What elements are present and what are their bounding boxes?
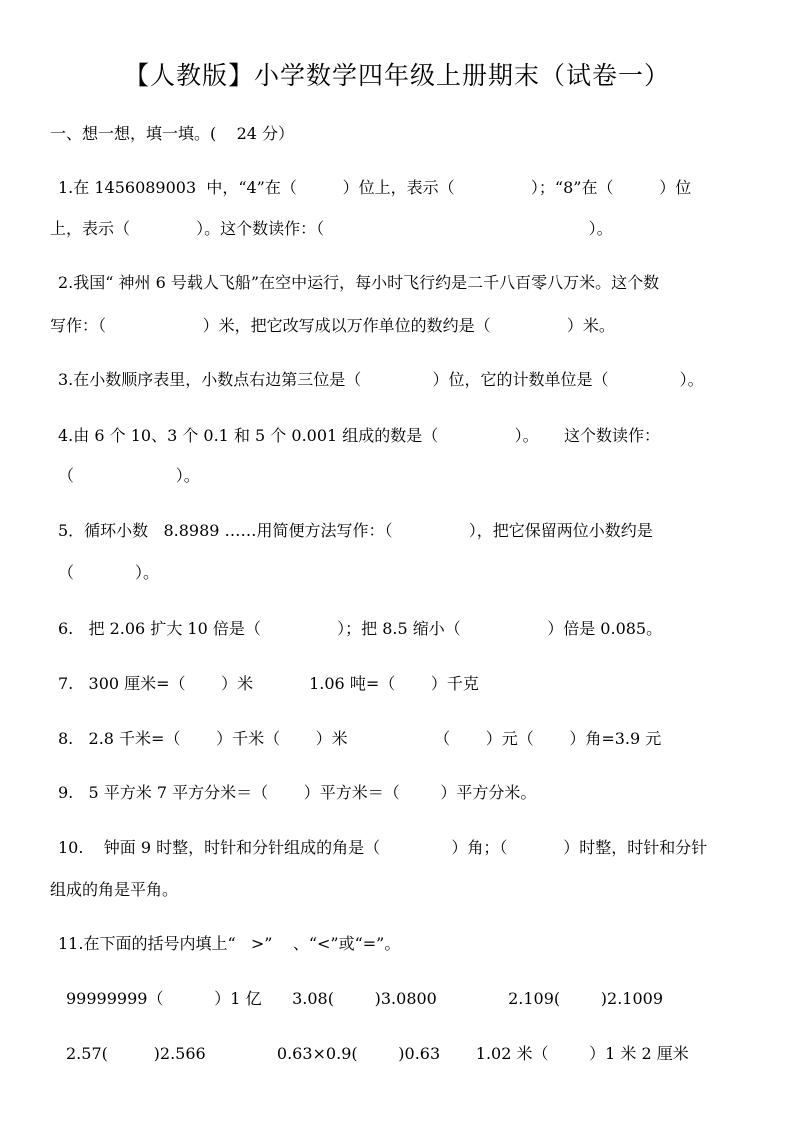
question-10-line-2: 组成的角是平角。 [50,880,179,899]
question-11: 11.在下面的括号内填上“ >” 、“<”或“=”。 [58,934,401,953]
question-5-line-2: （ ）。 [58,563,160,582]
question-10-line-1: 10. 钟面 9 时整，时针和分针组成的角是（ ）角；（ ）时整，时针和分针 [58,838,708,857]
question-11-row-2: 2.57( )2.566 0.63×0.9( )0.63 1.02 米（ ）1 米 2 厘米 [66,1044,689,1063]
question-4-line-2: （ ）。 [58,466,200,485]
question-4-line-1: 4.由 6 个 10、3 个 0.1 和 5 个 0.001 组成的数是（ ）。 这个数读作： [58,426,660,445]
question-9: 9. 5 平方米 7 平方分米＝（ ）平方米＝（ ）平方分米。 [58,783,537,802]
section-header: 一、想一想，填一填。( 24 分） [50,124,295,143]
question-3: 3.在小数顺序表里，小数点右边第三位是（ ）位，它的计数单位是（ ）。 [58,370,704,389]
question-1-line-1: 1.在 1456089003 中，“4”在（ ）位上，表示（ ）；“8”在（ ）位 [58,178,692,197]
question-5-line-1: 5．循环小数 8.8989 ……用简便方法写作：（ ），把它保留两位小数约是 [58,521,653,540]
question-2-line-2: 写作：（ ）米，把它改写成以万作单位的数约是（ ）米。 [50,316,615,335]
question-1-line-2: 上，表示（ ）。这个数读作：（ ）。 [50,219,613,238]
question-8: 8. 2.8 千米=（ ）千米（ ）米 （ ）元（ ）角=3.9 元 [58,729,662,748]
question-7: 7. 300 厘米=（ ）米 1.06 吨=（ ）千克 [58,674,479,693]
question-2-line-1: 2.我国“ 神州 6 号载人飞船”在空中运行，每小时飞行约是二千八百零八万米。这个数 [58,273,660,292]
question-6: 6. 把 2.06 扩大 10 倍是（ ）；把 8.5 缩小（ ）倍是 0.085。 [58,619,663,638]
question-11-row-1: 99999999（ ）1 亿 3.08( )3.0800 2.109( )2.1009 [66,989,664,1008]
page-title: 【人教版】小学数学四年级上册期末（试卷一） [123,61,670,90]
